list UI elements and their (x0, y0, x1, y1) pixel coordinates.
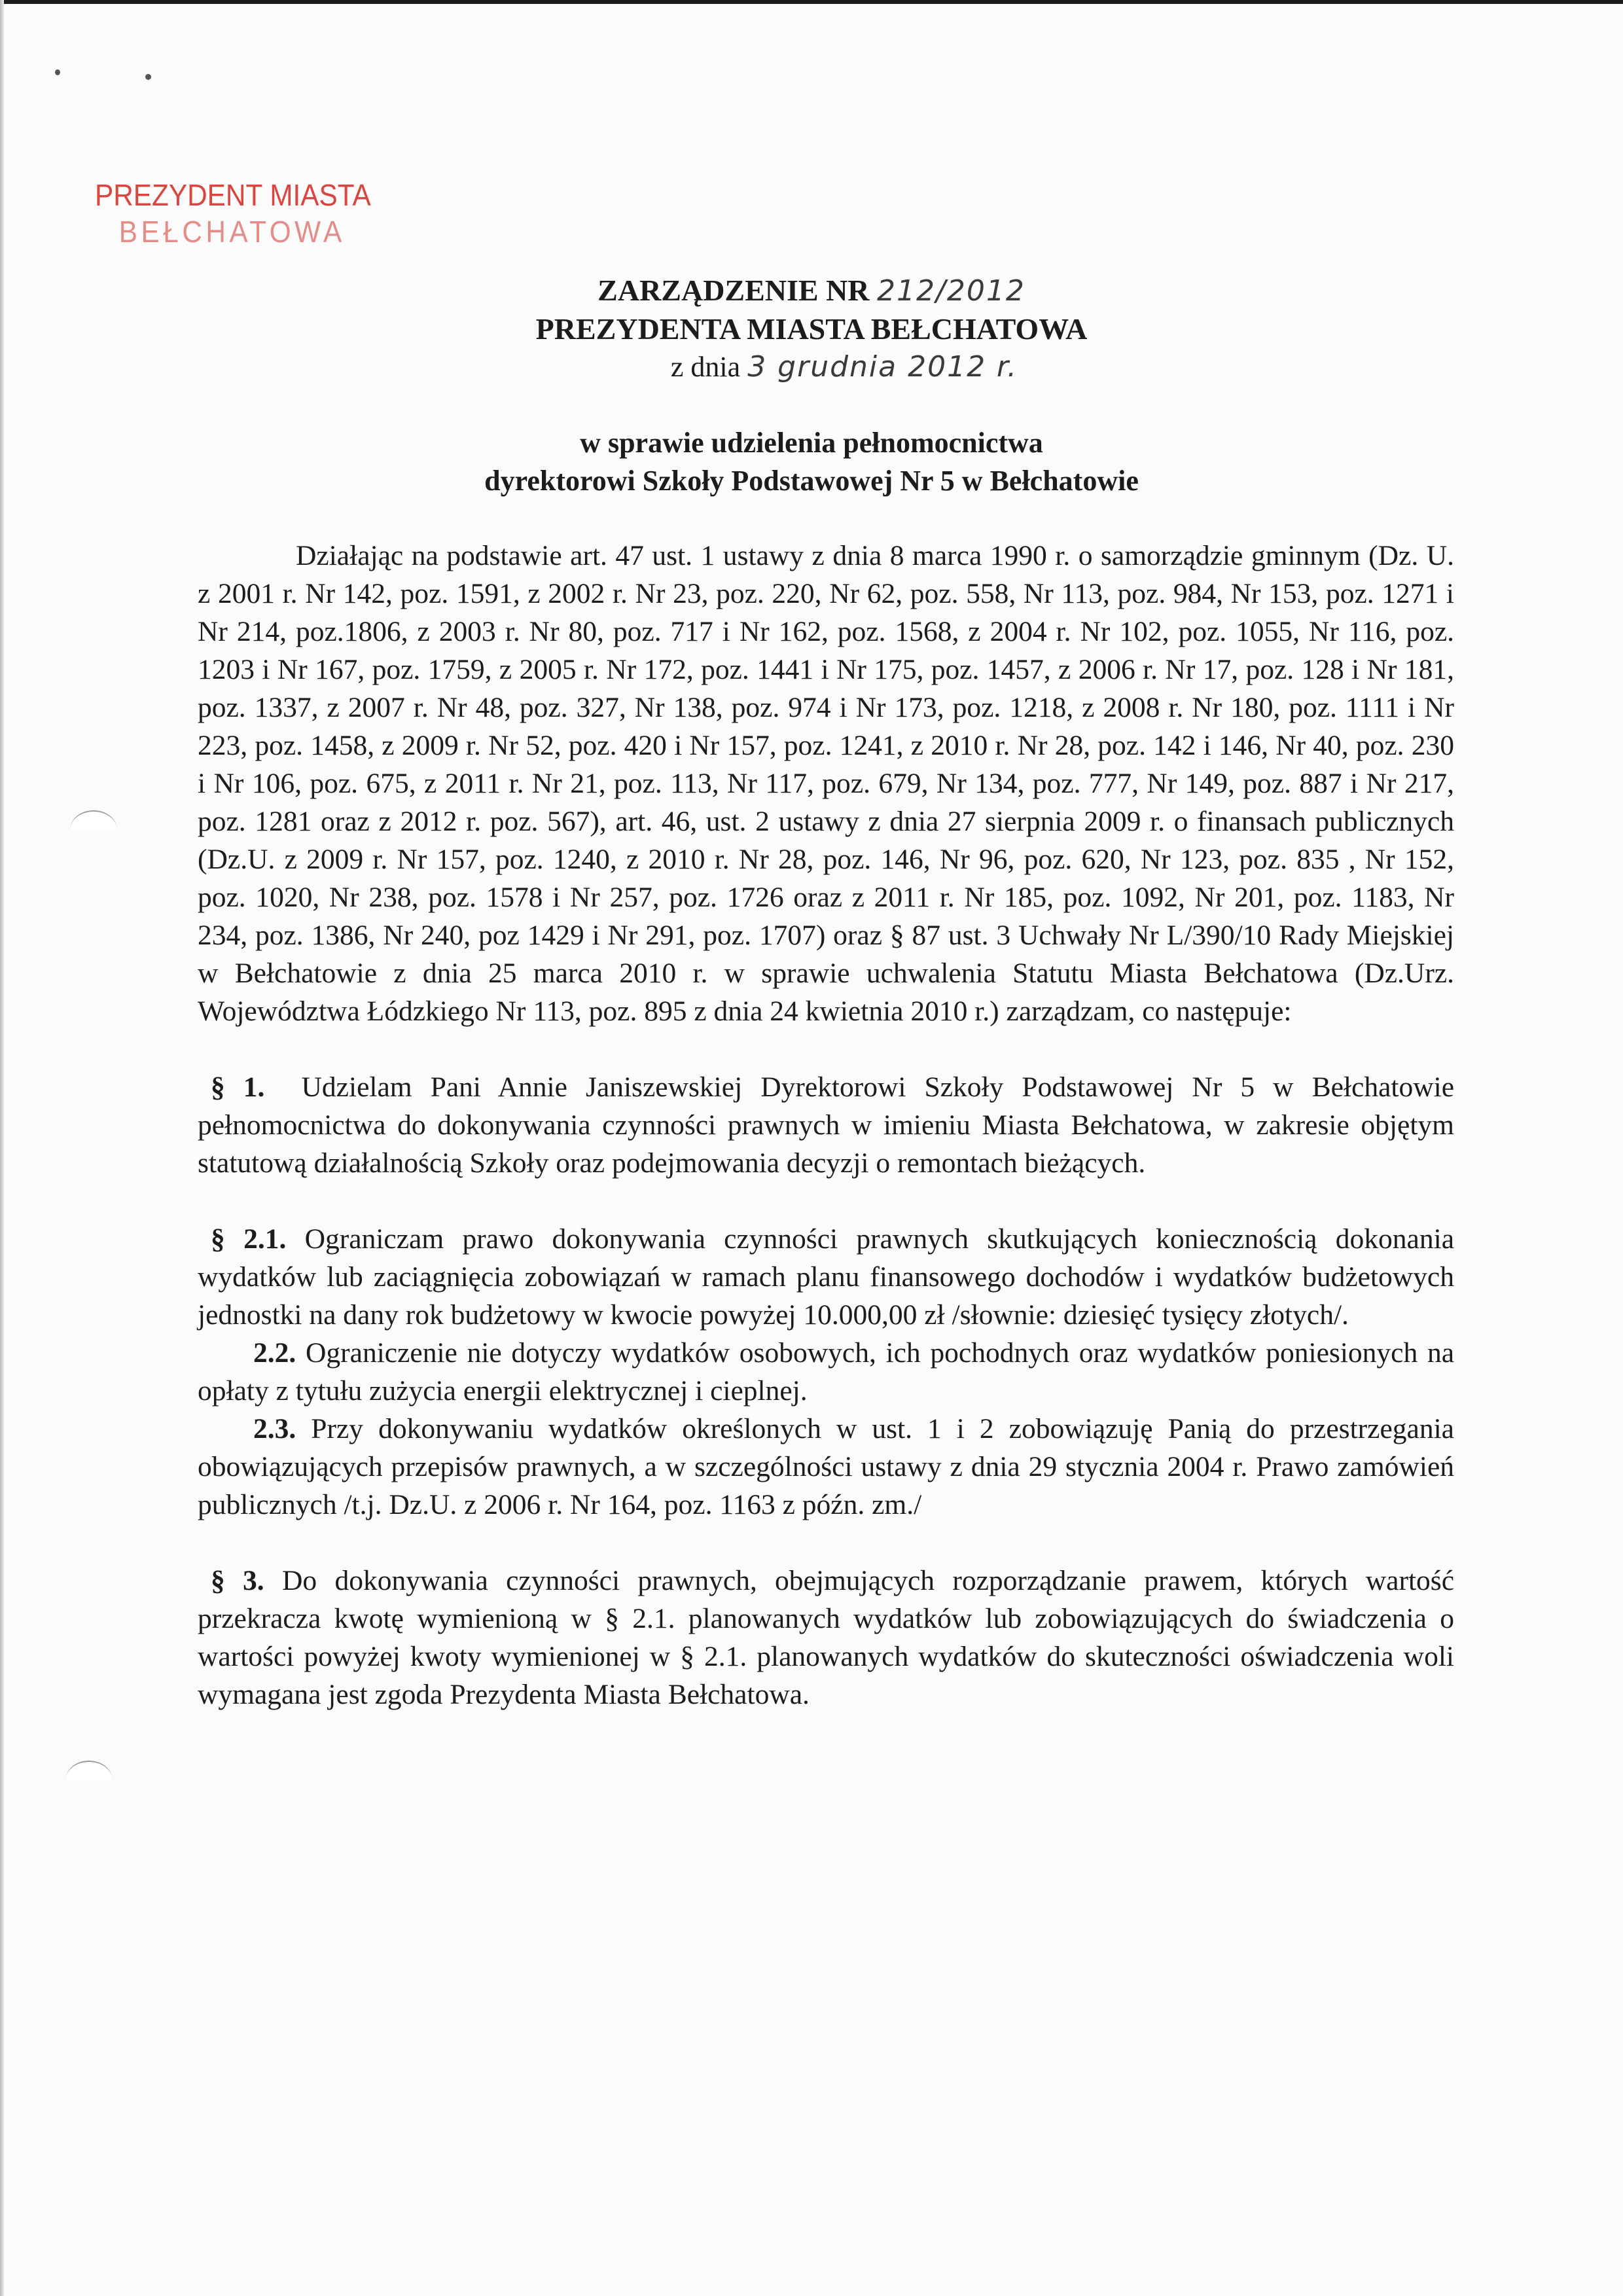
scan-speck (55, 69, 60, 75)
document-header (0, 272, 1623, 386)
scan-speck (145, 74, 151, 80)
preamble-paragraph: Działając na podstawie art. 47 ust. 1 ustawy z dnia 8 marca 1990 r. o samorządzie gminnym (Dz. U. z 2001 r. Nr 142, poz. 1591, z 2002 r. Nr 23, poz. 220, Nr 62, poz. 558, Nr 113, poz. 984, Nr 153, poz. 1271 i Nr 214, poz.1806, z 2003 r. Nr 80, poz. 717 i Nr 162, poz. 1568, z 2004 r. Nr 102, poz. 1055, Nr 116, poz. 1203 i Nr 167, poz. 1759, z 2005 r. Nr 172, poz. 1441 i Nr 175, poz. 1457, z 2006 r. Nr 17, poz. 128 i Nr 181, poz. 1337, z 2007 r. Nr 48, poz. 327, Nr 138, poz. 974 i Nr 173, poz. 1218, z 2008 r. Nr 180, poz. 1111 i Nr 223, poz. 1458, z 2009 r. Nr 52, poz. 420 i Nr 157, poz. 1241, z 2010 r. Nr 28, poz. 142 i 146, Nr 40, poz. 230 i Nr 106, poz. 675, z 2011 r. Nr 21, poz. 113, Nr 117, poz. 679, Nr 134, poz. 777, Nr 149, poz. 887 i Nr 217, poz. 1281 oraz z 2012 r. poz. 567), art. 46, ust. 2 ustawy z dnia 27 sierpnia 2009 r. o finansach publicznych (Dz.U. z 2009 r. Nr 157, poz. 1240, z 2010 r. Nr 28, poz. 146, Nr 96, poz. 620, Nr 123, poz. 835 , Nr 152, poz. 1020, Nr 238, poz. 1578 i Nr 257, poz. 1726 oraz z 2011 r. Nr 185, poz. 1092, Nr 201, poz. 1183, Nr 234, poz. 1386, Nr 240, poz 1429 i Nr 291, poz. 1707) oraz § 87 ust. 3 Uchwały Nr L/390/10 Rady Miejskiej w Bełchatowie z dnia 25 marca 2010 r. w sprawie uchwalenia Statutu Miasta Bełchatowa (Dz.Urz. Województwa Łódzkiego Nr 113, poz. 895 z dnia 24 kwietnia 2010 r.) zarządzam, co następuje: (198, 540, 1454, 1027)
subject-line-1: w sprawie udzielenia pełnomocnictwa (580, 427, 1043, 459)
section-1 (198, 1068, 1454, 1182)
handwritten-order-number: 212/2012 (877, 274, 1026, 308)
section-text: Ograniczenie nie dotyczy wydatków osobowych, ich pochodnych oraz wydatków poniesionych na opłaty z tytułu zużycia energii elektrycznej i cieplnej. (198, 1337, 1455, 1407)
official-stamp (95, 177, 371, 250)
section-text: Ograniczam prawo dokonywania czynności prawnych skutkujących koniecznością dokonania wydatków lub zaciągnięcia zobowiązań w ramach planu finansowego dochodów i wydatków budżetowych jednostki na dany rok budżetowy w kwocie powyżej 10.000,00 zł /słownie: dziesięć tysięcy złotych/. (198, 1223, 1454, 1331)
section-2-3 (198, 1410, 1454, 1524)
document-body (198, 537, 1454, 1713)
handwritten-date: 3 grudnia 2012 r. (747, 350, 1018, 384)
section-label: § 1. (211, 1071, 265, 1103)
punch-hole-icon (65, 1761, 113, 1780)
date-prefix: z dnia (670, 351, 741, 383)
stamp-line-2: BEŁCHATOWA (118, 215, 346, 249)
document-subject (0, 424, 1623, 500)
section-text: Przy dokonywaniu wydatków określonych w ust. 1 i 2 zobowiązuję Panią do przestrzegania obowiązujących przepisów prawnych, a w szczególności ustawy z dnia 29 stycznia 2004 r. Prawo zamówień publicznych /t.j. Dz.U. z 2006 r. Nr 164, poz. 1163 z późn. zm./ (198, 1413, 1454, 1520)
section-label: § 3. (211, 1565, 264, 1596)
subject-line-2: dyrektorowi Szkoły Podstawowej Nr 5 w Bełchatowie (484, 465, 1139, 497)
section-3 (198, 1562, 1454, 1713)
section-text: Udzielam Pani Annie Janiszewskiej Dyrektorowi Szkoły Podstawowej Nr 5 w Bełchatowie pełnomocnictwa do dokonywania czynności prawnych w imieniu Miasta Bełchatowa, w zakresie objętym statutową działalnością Szkoły oraz podejmowania decyzji o remontach bieżących. (198, 1071, 1455, 1179)
section-2-1 (198, 1220, 1454, 1334)
section-label: § 2.1. (211, 1223, 287, 1255)
section-label: 2.2. (253, 1337, 296, 1369)
scan-edge-top (0, 0, 1623, 4)
section-label: 2.3. (253, 1413, 296, 1444)
title-prefix: ZARZĄDZENIE NR (597, 274, 870, 307)
punch-hole-icon (70, 810, 117, 830)
section-text: Do dokonywania czynności prawnych, obejmujących rozporządzanie prawem, których wartość przekracza kwotę wymienioną w § 2.1. planowanych wydatków lub zobowiązujących do świadczenia o wartości powyżej kwoty wymienionej w § 2.1. planowanych wydatków do skuteczności oświadczenia woli wymagana jest zgoda Prezydenta Miasta Bełchatowa. (198, 1565, 1455, 1710)
title-line (0, 272, 1623, 310)
section-2-2 (198, 1334, 1454, 1410)
date-line (65, 348, 1623, 386)
stamp-line-1: PREZYDENT MIASTA (95, 178, 371, 212)
title-line-2: PREZYDENTA MIASTA BEŁCHATOWA (535, 312, 1088, 346)
